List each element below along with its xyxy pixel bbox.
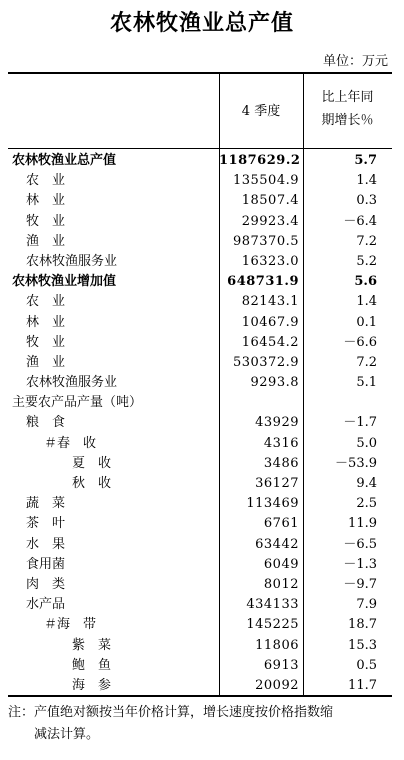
table-row	[0, 393, 404, 413]
row-value: 1187629.2	[219, 153, 301, 168]
footnote	[8, 702, 392, 746]
row-label: 秋 收	[72, 476, 112, 491]
row-growth: 2.5	[356, 496, 377, 512]
row-growth: －1.3	[343, 556, 377, 572]
header-growth	[303, 86, 392, 132]
row-label: 农林牧渔服务业	[26, 253, 118, 269]
table-row	[0, 514, 404, 534]
row-value: 135504.9	[232, 173, 299, 189]
row-label: 紫 菜	[72, 637, 112, 653]
row-label: 肉 类	[26, 576, 66, 592]
table-row	[0, 313, 404, 333]
table-row	[0, 292, 404, 312]
table-row	[0, 434, 404, 454]
table-row	[0, 535, 404, 555]
row-growth: 11.7	[348, 677, 377, 693]
row-value: 20092	[255, 677, 299, 693]
row-growth: 0.1	[356, 314, 377, 330]
row-growth: 18.7	[348, 617, 377, 633]
table-row	[0, 575, 404, 595]
page-title: 农林牧渔业总产值	[109, 11, 294, 36]
row-growth: －1.7	[343, 415, 377, 431]
row-value: 6761	[263, 516, 299, 532]
row-label: 水产品	[26, 597, 66, 613]
table-row	[0, 272, 404, 292]
row-value: 16454.2	[241, 334, 299, 350]
row-value: 16323.0	[241, 253, 299, 269]
table-row	[0, 555, 404, 575]
row-growth: －53.9	[335, 455, 377, 471]
table-row	[0, 191, 404, 211]
row-label: 农林牧渔业增加值	[12, 274, 117, 290]
row-growth: 5.7	[354, 153, 377, 168]
row-growth: 7.2	[356, 233, 377, 249]
header-quarter: 4 季度	[241, 104, 281, 119]
row-label: 林 业	[26, 314, 66, 330]
row-label: 蔬 菜	[26, 496, 66, 512]
row-growth: 5.1	[356, 375, 377, 391]
row-label: 农林牧渔业总产值	[12, 153, 117, 168]
row-growth: －6.4	[343, 213, 377, 229]
row-label: 农 业	[26, 173, 66, 189]
row-growth: 0.5	[356, 657, 377, 673]
row-label: 牧 业	[26, 213, 66, 229]
table-row	[0, 151, 404, 171]
row-label: ＃春 收	[44, 435, 97, 451]
table-row	[0, 595, 404, 615]
table-row	[0, 171, 404, 191]
row-growth: －9.7	[343, 576, 377, 592]
row-label: 食用菌	[26, 556, 66, 572]
row-value: 82143.1	[241, 294, 299, 310]
row-value: 29923.4	[241, 213, 299, 229]
row-growth: 15.3	[348, 637, 377, 653]
row-growth: 11.9	[348, 516, 377, 532]
row-value: 6913	[263, 657, 299, 673]
table-row	[0, 232, 404, 252]
table-row	[0, 212, 404, 232]
row-label: ＃海 带	[44, 617, 97, 633]
table-row	[0, 636, 404, 656]
row-value: 10467.9	[241, 314, 299, 330]
row-label: 夏 收	[72, 455, 112, 471]
row-value: 4316	[263, 435, 299, 451]
footnote-line1: 注：产值绝对额按当年价格计算，增长速度按价格指数缩	[8, 705, 334, 720]
row-value: 18507.4	[241, 193, 299, 209]
row-value: 113469	[246, 496, 299, 512]
table-row	[0, 373, 404, 393]
unit-label: 单位：万元	[322, 54, 388, 69]
data-table	[0, 151, 404, 696]
row-label: 鲍 鱼	[72, 657, 112, 673]
row-growth: 5.0	[356, 435, 377, 451]
row-value: 8012	[263, 576, 299, 592]
table-row	[0, 333, 404, 353]
row-value: 9293.8	[250, 375, 299, 391]
row-value: 43929	[255, 415, 299, 431]
row-growth: 9.4	[356, 476, 377, 491]
row-label: 水 果	[26, 536, 66, 552]
row-value: 530372.9	[232, 354, 299, 370]
row-label: 农 业	[26, 294, 66, 310]
row-label: 渔 业	[26, 354, 66, 370]
row-value: 11806	[255, 637, 299, 653]
row-growth: －6.6	[343, 334, 377, 350]
row-value: 3486	[263, 455, 299, 471]
table-row	[0, 454, 404, 474]
table-row	[0, 494, 404, 514]
table-row	[0, 353, 404, 373]
row-growth: 5.6	[354, 274, 377, 290]
row-growth: 1.4	[356, 294, 377, 310]
header-rule	[8, 148, 392, 149]
row-growth: 1.4	[356, 173, 377, 189]
table-row	[0, 252, 404, 272]
row-label: 粮 食	[26, 415, 66, 431]
row-value: 648731.9	[227, 274, 299, 290]
row-label: 渔 业	[26, 233, 66, 249]
footnote-line2: 减法计算。	[34, 727, 100, 742]
row-growth: 7.2	[356, 354, 377, 370]
table-bottom-rule	[8, 695, 392, 697]
row-value: 36127	[255, 476, 299, 491]
table-row	[0, 656, 404, 676]
header-growth-line2: 期增长％	[321, 113, 374, 128]
row-label: 茶 叶	[26, 516, 66, 532]
row-label: 海 参	[72, 677, 112, 693]
header-growth-line1: 比上年同	[321, 90, 374, 105]
row-label: 牧 业	[26, 334, 66, 350]
row-value: 63442	[255, 536, 299, 552]
row-value: 434133	[246, 597, 299, 613]
row-label: 主要农产品产量（吨）	[12, 395, 143, 411]
table-row	[0, 474, 404, 494]
table-row	[0, 676, 404, 696]
row-growth: 0.3	[356, 193, 377, 209]
row-value: 987370.5	[232, 233, 299, 249]
row-value: 145225	[246, 617, 299, 633]
row-value: 6049	[263, 556, 299, 572]
table-row	[0, 413, 404, 433]
row-growth: 5.2	[356, 253, 377, 269]
row-growth: －6.5	[343, 536, 377, 552]
table-row	[0, 615, 404, 635]
row-label: 农林牧渔服务业	[26, 375, 118, 391]
row-growth: 7.9	[356, 597, 377, 613]
row-label: 林 业	[26, 193, 66, 209]
table-top-rule	[8, 72, 392, 74]
